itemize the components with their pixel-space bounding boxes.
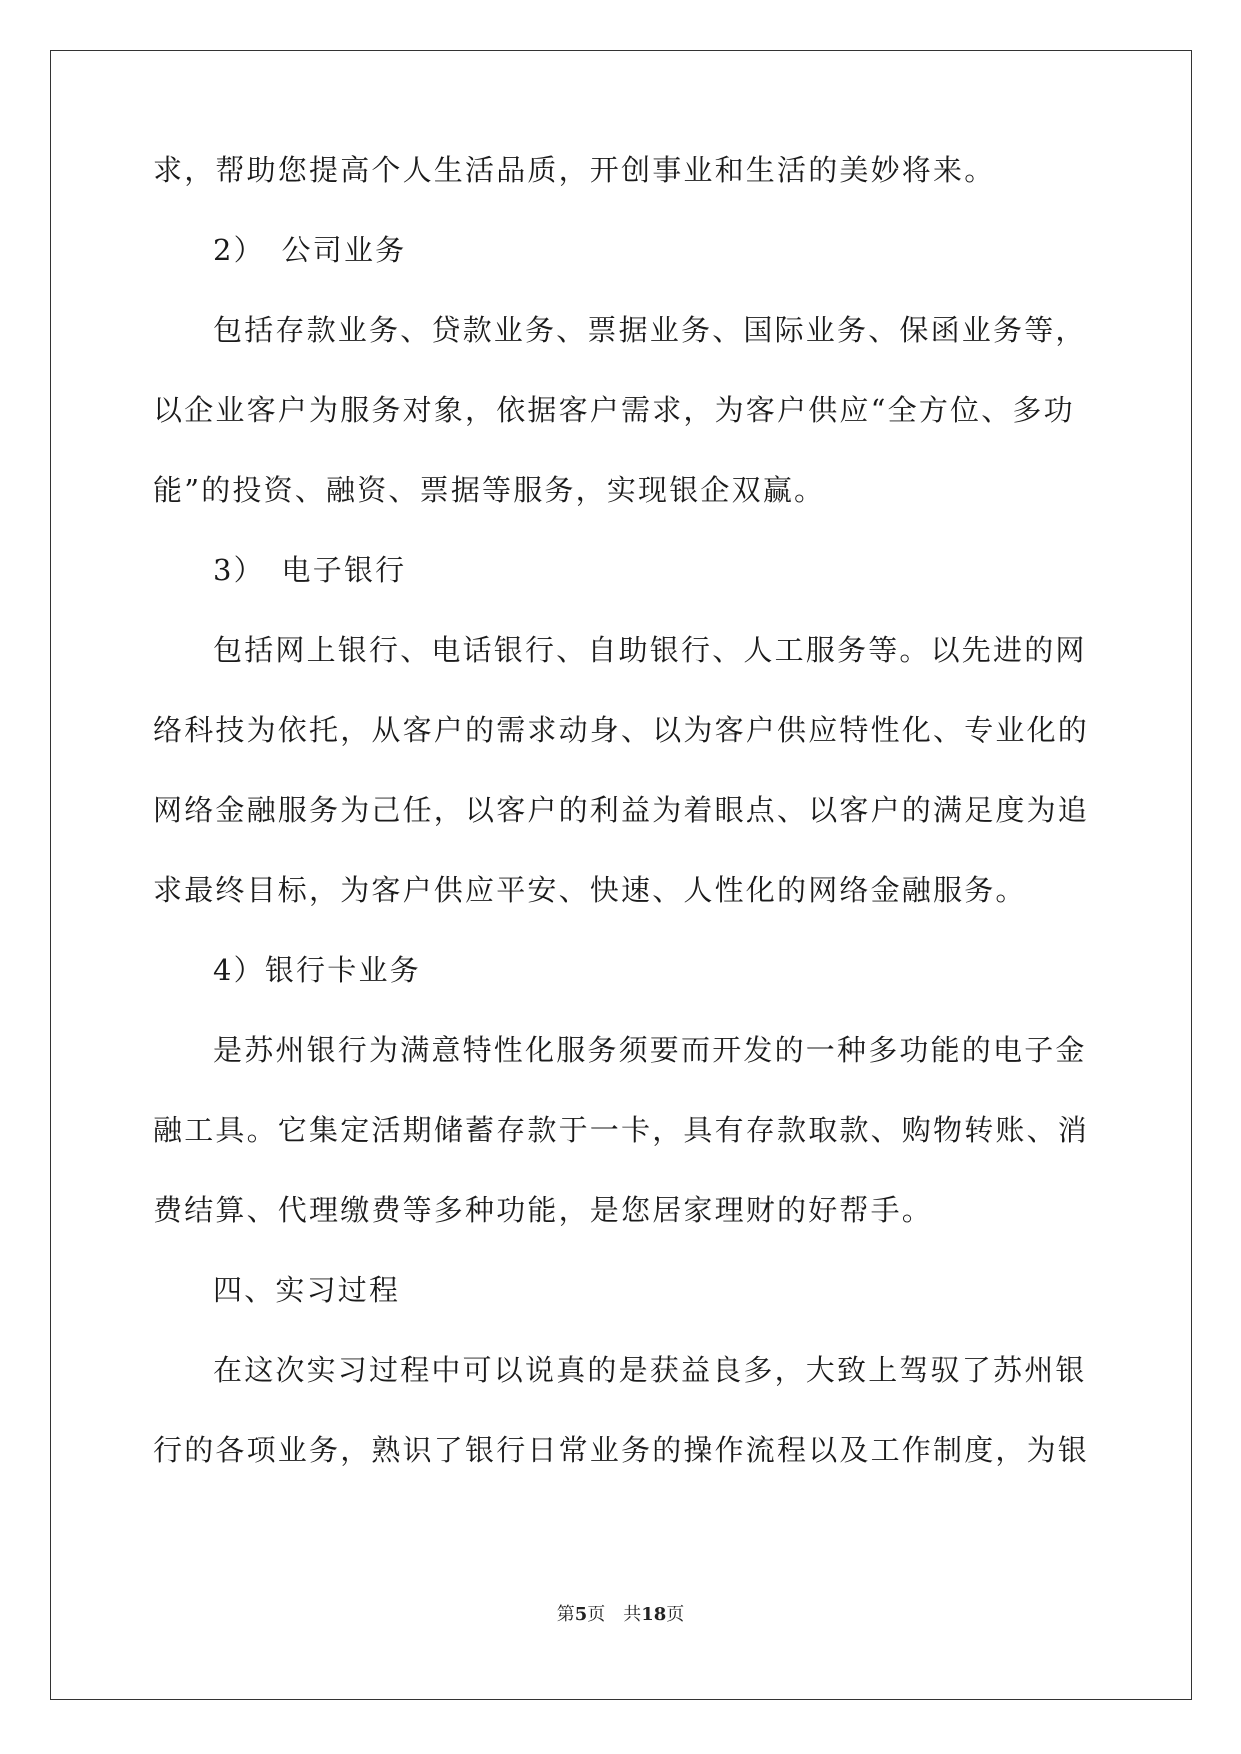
text-line: 以企业客户为服务对象，依据客户需求，为客户供应“全方位、多功 — [153, 393, 1075, 427]
footer-suffix: 页 — [666, 1604, 685, 1625]
text-line: 包括网上银行、电话银行、自助银行、人工服务等。以先进的网 — [213, 633, 1087, 667]
total-pages-number: 18 — [641, 1604, 667, 1625]
text-line: 能”的投资、融资、票据等服务，实现银企双赢。 — [153, 473, 826, 507]
text-line: 网络金融服务为己任，以客户的利益为着眼点、以客户的满足度为追 — [153, 793, 1090, 827]
text-line: 络科技为依托，从客户的需求动身、以为客户供应特性化、专业化的 — [153, 713, 1090, 747]
document-body — [153, 150, 1093, 1470]
text-line: 求最终目标，为客户供应平安、快速、人性化的网络金融服务。 — [153, 873, 1027, 907]
text-line: 是苏州银行为满意特性化服务须要而开发的一种多功能的电子金 — [213, 1033, 1087, 1067]
current-page-number: 5 — [574, 1604, 588, 1625]
text-line: 包括存款业务、贷款业务、票据业务、国际业务、保函业务等， — [213, 313, 1087, 347]
footer-middle: 页 共 — [587, 1604, 642, 1625]
section-heading: 2） 公司业务 — [213, 233, 407, 267]
text-line: 行的各项业务，熟识了银行日常业务的操作流程以及工作制度，为银 — [153, 1433, 1090, 1467]
page-footer — [0, 1600, 1241, 1626]
section-heading: 4）银行卡业务 — [213, 953, 421, 987]
text-line: 融工具。它集定活期储蓄存款于一卡，具有存款取款、购物转账、消 — [153, 1113, 1090, 1147]
section-heading: 3） 电子银行 — [213, 553, 407, 587]
section-heading: 四、实习过程 — [213, 1273, 401, 1307]
text-line: 费结算、代理缴费等多种功能，是您居家理财的好帮手。 — [153, 1193, 934, 1227]
footer-prefix: 第 — [556, 1604, 575, 1625]
text-line: 求，帮助您提高个人生活品质，开创事业和生活的美妙将来。 — [153, 153, 996, 187]
text-line: 在这次实习过程中可以说真的是获益良多，大致上驾驭了苏州银 — [213, 1353, 1087, 1387]
